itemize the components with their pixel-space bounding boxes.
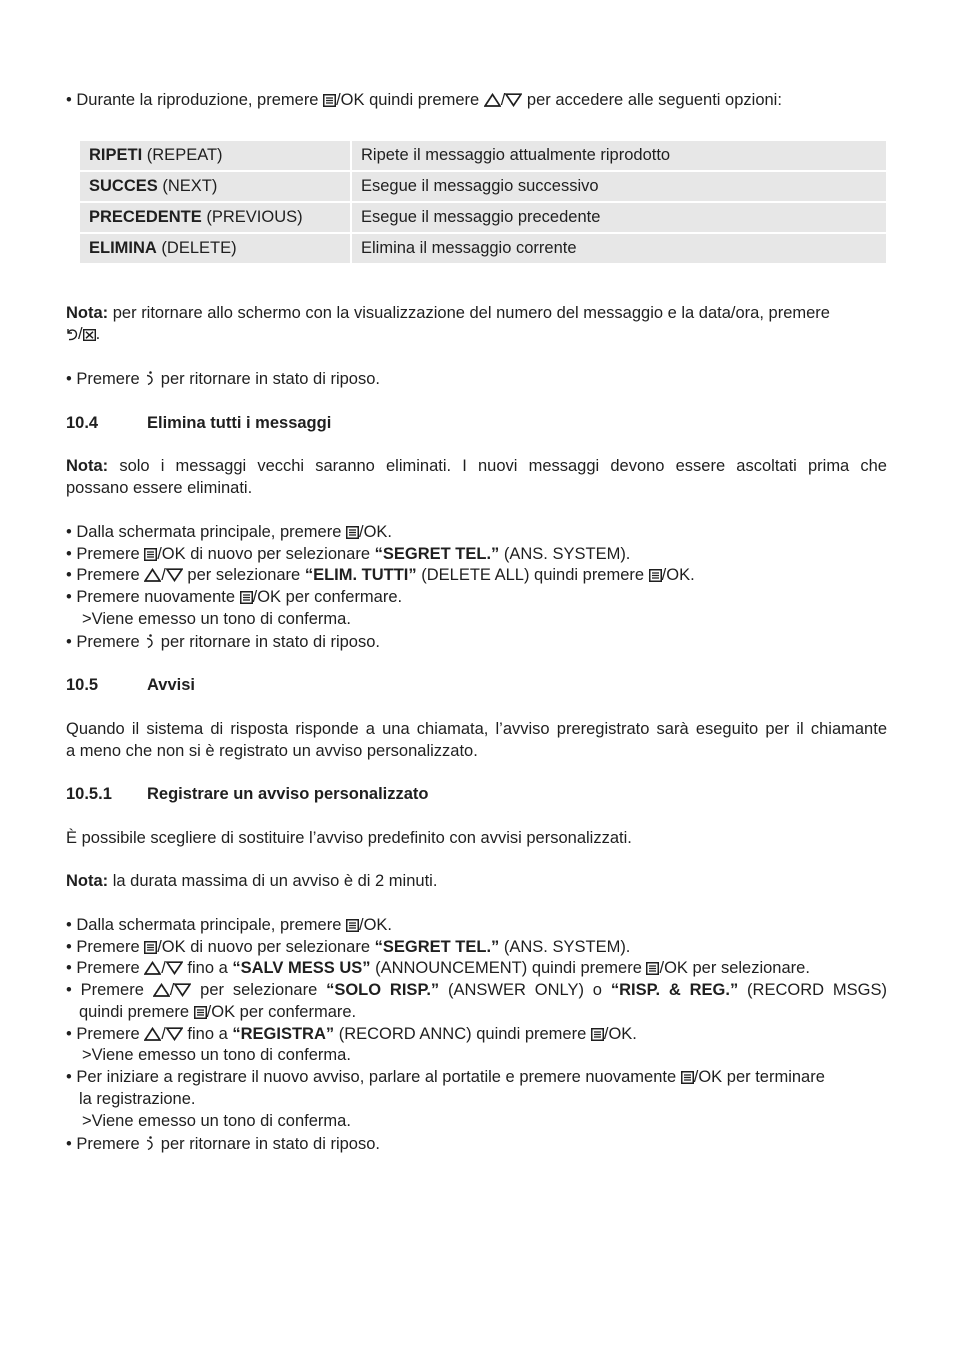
step-line: • Premere / per selezionare “SOLO RISP.” (ANSWER ONLY) o “RISP. & REG.” (RECORD MSGS) [66, 981, 887, 999]
menu-icon [144, 941, 157, 954]
step-line: • Premere / per selezionare “ELIM. TUTTI” (DELETE ALL) quindi premere /OK. [66, 566, 695, 584]
end-call-icon [144, 370, 156, 386]
step-line: • Premere / fino a “SALV MESS US” (ANNOUNCEMENT) quindi premere /OK per selezionare. [66, 959, 810, 977]
up-arrow-icon [144, 961, 161, 975]
down-arrow-icon [166, 1027, 183, 1041]
menu-icon [323, 94, 336, 107]
up-arrow-icon [144, 1027, 161, 1041]
step-line: • Premere / fino a “REGISTRA” (RECORD ANNC) quindi premere /OK. [66, 1025, 637, 1043]
down-arrow-icon [174, 983, 191, 997]
step-line: • Premere per ritornare in stato di riposo. [66, 633, 380, 651]
down-arrow-icon [505, 93, 522, 107]
custom-announcement-paragraph: È possibile scegliere di sostituire l’avviso predefinito con avvisi personalizzati. [66, 829, 632, 847]
menu-icon [346, 526, 359, 539]
menu-icon [144, 548, 157, 561]
up-arrow-icon [153, 983, 170, 997]
menu-icon [240, 591, 253, 604]
section-heading-10-5-1: 10.5.1 Registrare un avviso personalizzato [66, 785, 429, 803]
menu-icon [194, 1006, 207, 1019]
confirm-tone-note: >Viene emesso un tono di conferma. [82, 1112, 351, 1130]
step-line: • Dalla schermata principale, premere /OK. [66, 916, 392, 934]
nota-return-icons: / . [66, 323, 887, 345]
section-heading-10-5: 10.5 Avvisi [66, 676, 196, 694]
nota-duration: Nota: la durata massima di un avviso è di 2 minuti. [66, 872, 438, 890]
step-line: • Premere per ritornare in stato di riposo. [66, 1135, 380, 1153]
up-arrow-icon [144, 568, 161, 582]
table-row: ELIMINA (DELETE) Elimina il messaggio corrente [80, 234, 886, 263]
table-row: PRECEDENTE (PREVIOUS) Esegue il messaggio precedente [80, 203, 886, 232]
avvisi-paragraph-line2: a meno che non si è registrato un avviso personalizzato. [66, 742, 478, 760]
step-line-continued: la registrazione. [79, 1090, 196, 1108]
menu-icon [591, 1028, 604, 1041]
confirm-tone-note: >Viene emesso un tono di conferma. [82, 1046, 351, 1064]
step-line: • Per iniziare a registrare il nuovo avviso, parlare al portatile e premere nuovamente /OK per terminare [66, 1068, 825, 1086]
back-icon [66, 327, 78, 341]
down-arrow-icon [166, 961, 183, 975]
step-line-continued: quindi premere /OK per confermare. [79, 1003, 357, 1021]
up-arrow-icon [484, 93, 501, 107]
menu-icon [646, 962, 659, 975]
step-line: • Premere /OK di nuovo per selezionare “SEGRET TEL.” (ANS. SYSTEM). [66, 545, 631, 563]
avvisi-paragraph-line1: Quando il sistema di risposta risponde a una chiamata, l’avviso preregistrato sarà eseguito per il chiamante [66, 720, 887, 738]
step-line: • Dalla schermata principale, premere /OK. [66, 523, 392, 541]
delete-icon [83, 329, 96, 341]
intro-line: • Durante la riproduzione, premere /OK quindi premere / per accedere alle seguenti opzioni: [66, 91, 782, 109]
step-line: • Premere nuovamente /OK per confermare. [66, 588, 403, 606]
end-call-icon [144, 1135, 156, 1151]
section-heading-10-4: 10.4 Elimina tutti i messaggi [66, 414, 332, 432]
step-line: • Premere /OK di nuovo per selezionare “SEGRET TEL.” (ANS. SYSTEM). [66, 938, 631, 956]
menu-icon [346, 919, 359, 932]
end-call-icon [144, 633, 156, 649]
menu-icon [681, 1071, 694, 1084]
nota-delete-line2: possano essere eliminati. [66, 479, 253, 497]
nota-return: Nota: per ritornare allo schermo con la visualizzazione del numero del messaggio e la data/ora, premere [66, 304, 830, 322]
confirm-tone-note: >Viene emesso un tono di conferma. [82, 610, 351, 628]
table-row: SUCCES (NEXT) Esegue il messaggio successivo [80, 172, 886, 201]
options-table [80, 139, 886, 265]
table-row: RIPETI (REPEAT) Ripete il messaggio attualmente riprodotto [80, 141, 886, 170]
down-arrow-icon [166, 568, 183, 582]
premere-idle-line: • Premere per ritornare in stato di riposo. [66, 370, 380, 388]
menu-icon [649, 569, 662, 582]
nota-delete-line1: Nota: solo i messaggi vecchi saranno eliminati. I nuovi messaggi devono essere ascoltati prima che [66, 457, 887, 475]
